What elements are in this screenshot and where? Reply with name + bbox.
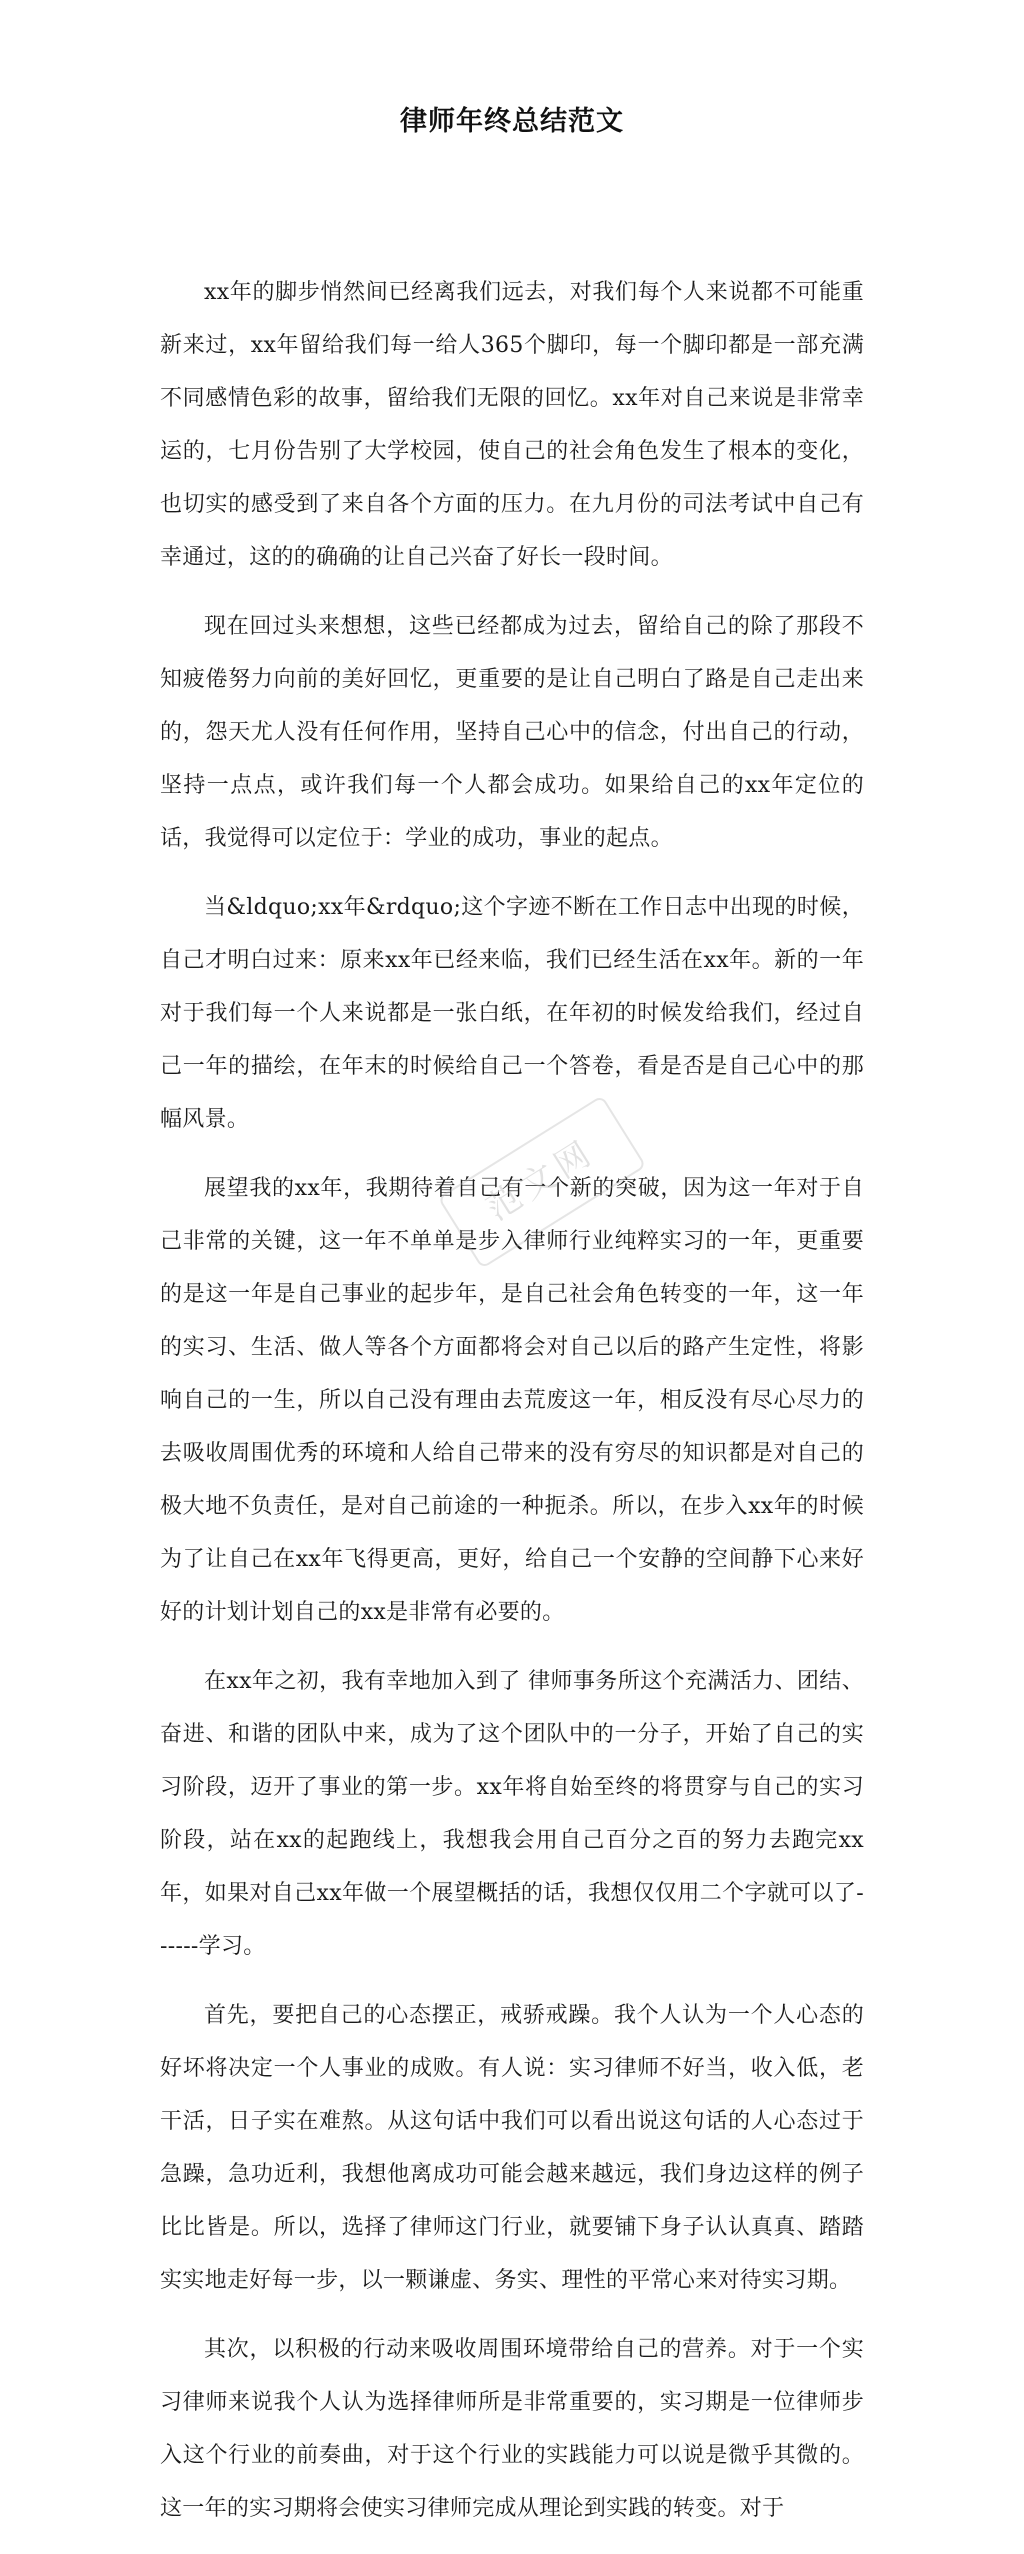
paragraph-4: 展望我的xx年，我期待着自己有一个新的突破，因为这一年对于自己非常的关键，这一年不单单是步入律师行业纯粹实习的一年，更重要的是这一年是自己事业的起步年，是自己社会角色转变的一年，这一年的实习、生活、做人等各个方面都将会对自己以后的路产生定性，将影响自己的一生，所以自己没有理由去荒废这一年，相反没有尽心尽力的去吸收周围优秀的环境和人给自己带来的没有穷尽的知识都是对自己的极大地不负责任，是对自己前途的一种扼杀。所以，在步入xx年的时候为了让自己在xx年飞得更高，更好，给自己一个安静的空间静下心来好好的计划计划自己的xx是非常有必要的。 <box>160 1176 864 1625</box>
paragraph-6: 首先，要把自己的心态摆正，戒骄戒躁。我个人认为一个人心态的好坏将决定一个人事业的成败。有人说：实习律师不好当，收入低，老干活，日子实在难熬。从这句话中我们可以看出说这句话的人心态过于急躁，急功近利，我想他离成功可能会越来越远，我们身边这样的例子比比皆是。所以，选择了律师这门行业，就要铺下身子认认真真、踏踏实实地走好每一步，以一颗谦虚、务实、理性的平常心来对待实习期。 <box>160 2003 864 2293</box>
paragraph-3: 当&ldquo;xx年&rdquo;这个字迹不断在工作日志中出现的时候，自己才明白过来：原来xx年已经来临，我们已经生活在xx年。新的一年对于我们每一个人来说都是一张白纸，在年初的时候发给我们，经过自己一年的描绘，在年末的时候给自己一个答卷，看是否是自己心中的那幅风景。 <box>160 895 864 1132</box>
paragraph-1: xx年的脚步悄然间已经离我们远去，对我们每个人来说都不可能重新来过，xx年留给我们每一给人365个脚印，每一个脚印都是一部充满不同感情色彩的故事，留给我们无限的回忆。xx年对自己来说是非常幸运的，七月份告别了大学校园，使自己的社会角色发生了根本的变化，也切实的感受到了来自各个方面的压力。在九月份的司法考试中自己有幸通过，这的的确确的让自己兴奋了好长一段时间。 <box>160 280 864 570</box>
watermark-stamp: 范文网 <box>437 1095 646 1269</box>
paragraph-5: 在xx年之初，我有幸地加入到了 律师事务所这个充满活力、团结、奋进、和谐的团队中来，成为了这个团队中的一分子，开始了自己的实习阶段，迈开了事业的第一步。xx年将自始至终的将贯穿与自己的实习阶段，站在xx的起跑线上，我想我会用自己百分之百的努力去跑完xx年，如果对自己xx年做一个展望概括的话，我想仅仅用二个字就可以了------学习。 <box>160 1669 864 1959</box>
document-body <box>160 266 864 2535</box>
document-title: 律师年终总结范文 <box>400 106 624 137</box>
paragraph-7: 其次，以积极的行动来吸收周围环境带给自己的营养。对于一个实习律师来说我个人认为选择律师所是非常重要的，实习期是一位律师步入这个行业的前奏曲，对于这个行业的实践能力可以说是微乎其微的。这一年的实习期将会使实习律师完成从理论到实践的转变。对于 <box>160 2337 864 2521</box>
paragraph-2: 现在回过头来想想，这些已经都成为过去，留给自己的除了那段不知疲倦努力向前的美好回忆，更重要的是让自己明白了路是自己走出来的，怨天尤人没有任何作用，坚持自己心中的信念，付出自己的行动，坚持一点点，或许我们每一个人都会成功。如果给自己的xx年定位的话，我觉得可以定位于：学业的成功，事业的起点。 <box>160 614 864 851</box>
